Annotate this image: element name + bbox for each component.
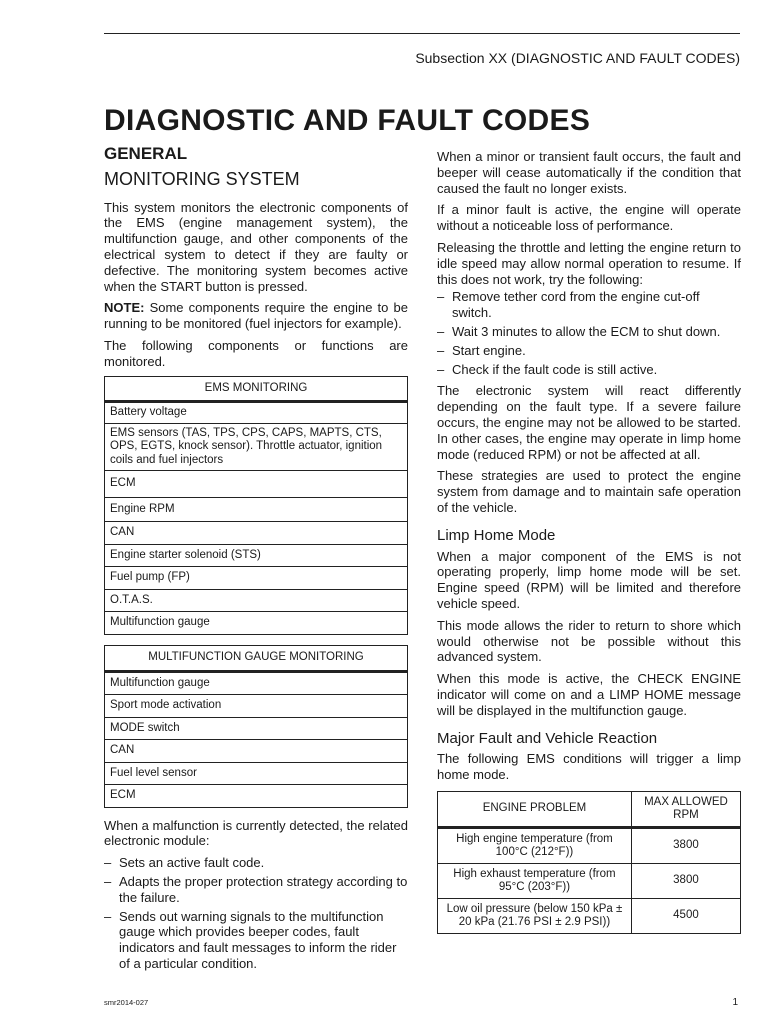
- ems-conditions-paragraph: The following EMS conditions will trigger a limp home mode.: [437, 751, 741, 783]
- table-row: CAN: [105, 522, 408, 545]
- table-row: O.T.A.S.: [105, 589, 408, 612]
- list-item: – Check if the fault code is still active.: [437, 362, 741, 378]
- table-cell-rpm: 3800: [631, 863, 740, 898]
- table-row: Engine RPM: [105, 497, 408, 522]
- table-cell-problem: Low oil pressure (below 150 kPa ± 20 kPa (21.76 PSI ± 2.9 PSI)): [438, 898, 632, 933]
- gauge-monitoring-table: [104, 645, 408, 808]
- document-code: smr2014-027: [104, 998, 149, 1007]
- table-cell-problem: High exhaust temperature (from 95°C (203°F)): [438, 863, 632, 898]
- throttle-paragraph: Releasing the throttle and letting the engine return to idle speed may allow normal operation to resume. If this does not work, try the following:: [437, 239, 741, 287]
- minor-active-paragraph: If a minor fault is active, the engine will operate without a noticeable loss of performance.: [437, 202, 741, 234]
- monitored-intro: The following components or functions are monitored.: [104, 337, 408, 369]
- limp-home-paragraph: When a major component of the EMS is not operating properly, limp home mode will be set. Engine speed (RPM) will be limited and therefore vehicle speed.: [437, 548, 741, 611]
- list-item: – Start engine.: [437, 343, 741, 359]
- gauge-table-header: MULTIFUNCTION GAUGE MONITORING: [105, 645, 408, 671]
- strategies-paragraph: These strategies are used to protect the engine system from damage and to maintain safe operation of the vehicle.: [437, 468, 741, 515]
- right-column: [437, 149, 741, 934]
- list-item: – Sends out warning signals to the multifunction gauge which provides beeper codes, fault indicators and fault messages to inform the rider of a particular condition.: [104, 909, 408, 972]
- note-paragraph: [104, 300, 408, 332]
- subsection-title: Subsection XX (DIAGNOSTIC AND FAULT CODES): [415, 50, 740, 66]
- table-cell-problem: High engine temperature (from 100°C (212°F)): [438, 827, 632, 863]
- major-fault-heading: Major Fault and Vehicle Reaction: [437, 729, 658, 747]
- engine-problem-table: [437, 791, 741, 934]
- table-row: Battery voltage: [105, 402, 408, 424]
- table-row: ECM: [105, 785, 408, 808]
- ems-monitoring-table: [104, 376, 408, 635]
- ems-table-header: EMS MONITORING: [105, 376, 408, 402]
- header-rule: [104, 33, 740, 34]
- left-column: [104, 146, 408, 978]
- table-row: MODE switch: [105, 717, 408, 740]
- table-row: Multifunction gauge: [105, 671, 408, 695]
- table-row: Sport mode activation: [105, 695, 408, 718]
- table-row: CAN: [105, 740, 408, 763]
- page-number: 1: [732, 997, 738, 1008]
- table-cell-rpm: 4500: [631, 898, 740, 933]
- malfunction-list: [104, 855, 408, 972]
- page-title: DIAGNOSTIC AND FAULT CODES: [104, 104, 591, 137]
- minor-fault-paragraph: When a minor or transient fault occurs, the fault and beeper will cease automatically if the condition that caused the fault no longer exists.: [437, 149, 741, 196]
- engine-problem-header: ENGINE PROBLEM: [438, 791, 632, 827]
- malfunction-paragraph: When a malfunction is currently detected, the related electronic module:: [104, 817, 408, 849]
- table-row: ECM: [105, 471, 408, 498]
- recovery-steps-list: [437, 289, 741, 377]
- table-row: Engine starter solenoid (STS): [105, 544, 408, 567]
- limp-home-heading: Limp Home Mode: [437, 526, 556, 544]
- table-row: Fuel level sensor: [105, 762, 408, 785]
- check-engine-paragraph: When this mode is active, the CHECK ENGINE indicator will come on and a LIMP HOME message will be displayed in the multifunction gauge.: [437, 671, 741, 718]
- max-rpm-header: MAX ALLOWED RPM: [631, 791, 740, 827]
- fault-type-paragraph: The electronic system will react differently depending on the fault type. If a severe failure occurs, the engine may not be allowed to be started. In other cases, the engine may operate in limp home mode (reduced RPM) or not be affected at all.: [437, 383, 741, 462]
- table-row: Multifunction gauge: [105, 612, 408, 635]
- list-item: – Remove tether cord from the engine cut-off switch.: [437, 289, 741, 321]
- list-item: – Adapts the proper protection strategy according to the failure.: [104, 874, 408, 906]
- table-cell-rpm: 3800: [631, 827, 740, 863]
- note-text: Some components require the engine to be running to be monitored (fuel injectors for example).: [104, 300, 408, 332]
- general-heading: GENERAL: [104, 144, 188, 163]
- monitoring-system-heading: MONITORING SYSTEM: [104, 168, 300, 189]
- list-item: – Wait 3 minutes to allow the ECM to shut down.: [437, 324, 741, 340]
- table-row: EMS sensors (TAS, TPS, CPS, CAPS, MAPTS, CTS, OPS, EGTS, knock sensor). Throttle actuator, ignition coils and fuel injectors: [105, 423, 408, 471]
- table-row: Fuel pump (FP): [105, 567, 408, 590]
- intro-paragraph: This system monitors the electronic components of the EMS (engine management system), the multifunction gauge, and other components of the electrical system to detect if they are faulty or defective. The monitoring system becomes active when the START button is pressed.: [104, 199, 408, 294]
- note-label: NOTE:: [104, 300, 145, 316]
- list-item: – Sets an active fault code.: [104, 855, 408, 871]
- shore-paragraph: This mode allows the rider to return to shore which would otherwise not be possible without this advanced system.: [437, 617, 741, 665]
